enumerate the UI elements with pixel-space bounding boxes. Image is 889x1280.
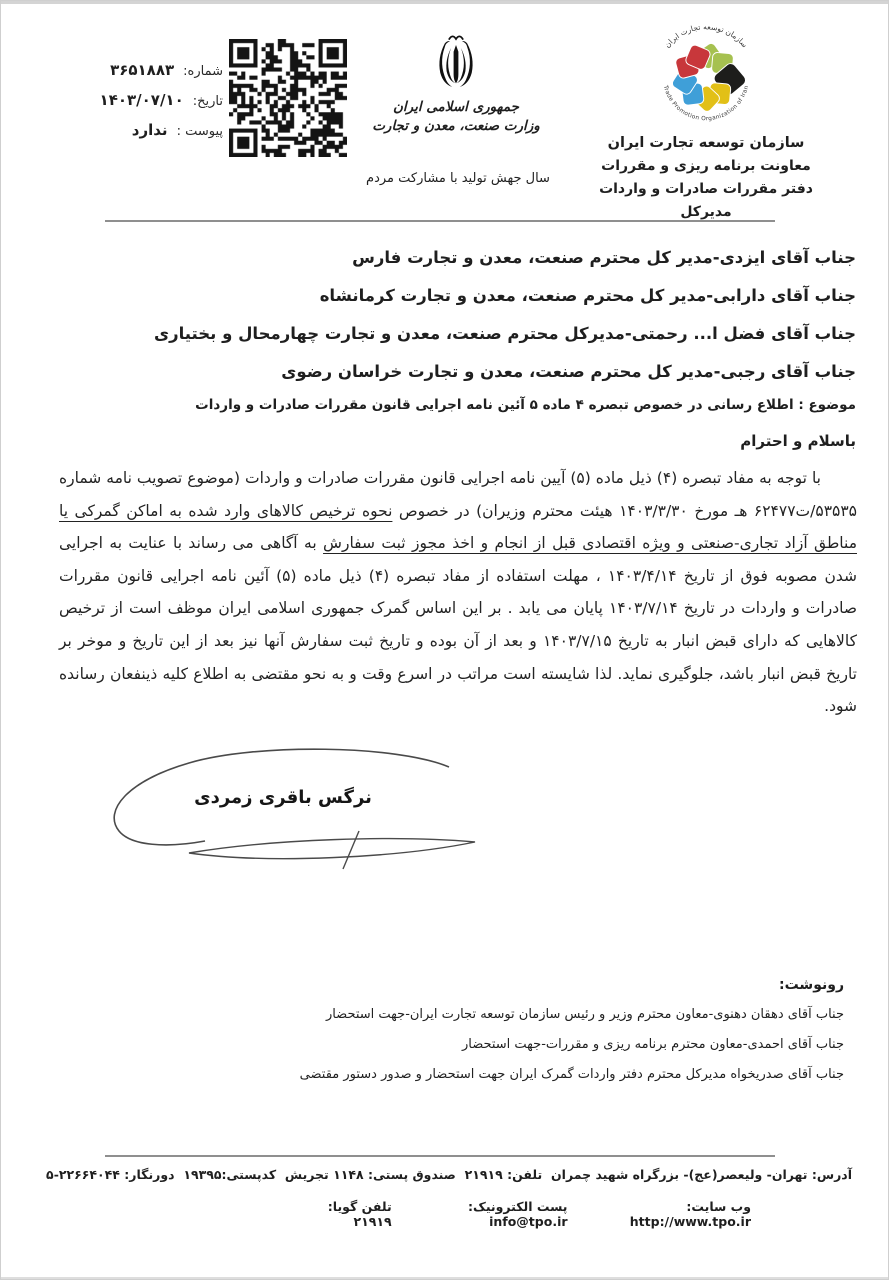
footer-phone: تلفن: ۲۱۹۱۹ (464, 1167, 543, 1182)
iran-national-emblem-icon (433, 33, 479, 96)
handwritten-signature-icon (97, 745, 489, 877)
tpo-logo-icon (650, 15, 762, 133)
cc-item: جناب آقای احمدی-معاون محترم برنامه ریزی و مقررات-جهت استحضار (461, 1037, 844, 1052)
cc-label: رونوشت: (779, 977, 844, 993)
meta-date-label: تاریخ: (192, 94, 223, 109)
footer-fax: دورنگار: ۲۲۶۶۴۰۴۴-۵ (46, 1167, 175, 1182)
footer-email: پست الکترونیک: info@tpo.ir (468, 1199, 568, 1229)
meta-attachment-label: پیوست : (176, 124, 223, 139)
meta-number-value: ۳۶۵۱۸۸۳ (110, 61, 175, 79)
org-name: سازمان توسعه تجارت ایران (607, 135, 805, 151)
country-title: جمهوری اسلامی ایران (392, 99, 520, 115)
scan-edge-bottom (1, 1277, 888, 1279)
footer-line2 (289, 1199, 751, 1229)
logo-ring-text-en: Trade Promotion Organization of Iran (661, 84, 751, 123)
scan-edge-top (1, 1, 888, 4)
logo-ring-text-fa: سازمان توسعه تجارت ایران (662, 22, 750, 50)
recipient-line: جناب آقای فضل ا... رحمتی-مدیرکل محترم صنعت، معدن و تجارت چهارمحال و بختیاری (153, 324, 856, 343)
meta-number-row (63, 61, 223, 79)
meta-attachment-value: ندارد (131, 121, 168, 139)
org-header (593, 15, 819, 220)
letter-body (59, 462, 857, 723)
cc-item: جناب آقای دهقان دهنوی-معاون محترم وزیر و رئیس سازمان توسعه تجارت ایران-جهت استحضار (325, 1007, 844, 1022)
meta-attachment-row (63, 121, 223, 139)
recipients-block (71, 239, 856, 391)
recipient-line: جناب آقای دارابی-مدیر کل محترم صنعت، معدن و تجارت کرمانشاه (319, 286, 856, 305)
footer-voicephone: تلفن گویا: ۲۱۹۱۹ (327, 1199, 392, 1229)
ministry-title: وزارت صنعت، معدن و تجارت (372, 118, 540, 134)
header-divider (105, 220, 775, 222)
footer-website: وب سایت: http://www.tpo.ir (629, 1199, 751, 1229)
body-part1: با توجه به مفاد تبصره (۴) ذیل ماده (۵) آیین نامه اجرایی قانون مقررات صادرات و واردات (موضوع تصویب نامه شماره ۵۳۵۳۵/ت۶۲۴۷۷ هـ مورخ ۱۴۰۳/۳/۳۰ هیئت محترم وزیران) در خصوص (59, 469, 858, 520)
footer-line1 (46, 1167, 852, 1182)
signature-block (97, 745, 489, 877)
subject-line: موضوع : اطلاع رسانی در خصوص تبصره ۴ ماده ۵ آئین نامه اجرایی قانون مقررات صادرات و واردات (195, 397, 856, 413)
recipient-line: جناب آقای رجبی-مدیر کل محترم صنعت، معدن و تجارت خراسان رضوی (281, 362, 856, 381)
footer-pobox: صندوق پستی: ۱۱۴۸ تجریش (284, 1167, 456, 1182)
svg-text:سازمان توسعه تجارت ایران (663, 22, 750, 49)
org-office: دفتر مقررات صادرات و واردات (599, 181, 813, 197)
recipient-line: جناب آقای ایزدی-مدیر کل محترم صنعت، معدن و تجارت فارس (352, 248, 856, 267)
org-deputy: معاونت برنامه ریزی و مقررات (601, 158, 811, 174)
footer-divider (105, 1155, 775, 1157)
meta-date-value: ۱۴۰۳/۰۷/۱۰ (99, 91, 184, 109)
body-underlined-clause: نحوه ترخیص کالاهای وارد شده به اماکن گمرکی یا مناطق آزاد تجاری-صنعتی و ویژه اقتصادی قبل از انجام و اخذ مجوز ثبت سفارش (59, 501, 857, 553)
cc-block (61, 977, 844, 1090)
meta-date-row (63, 91, 223, 109)
national-header (361, 33, 551, 134)
footer-address: آدرس: تهران- ولیعصر(عج)- بزرگراه شهید چمران (550, 1167, 852, 1182)
qr-code (229, 39, 347, 157)
meta-number-label: شماره: (183, 64, 223, 79)
footer-postalcode: کدپستی:۱۹۳۹۵ (183, 1167, 277, 1182)
letter-meta-block (63, 61, 223, 151)
cc-item: جناب آقای صدریخواه مدیرکل محترم دفتر واردات گمرک ایران جهت استحضار و صدور دستور مقتضی (299, 1067, 844, 1082)
signatory-name: نرگس باقری زمردی (194, 787, 372, 808)
salutation: باسلام و احترام (740, 432, 856, 450)
year-slogan: سال جهش تولید با مشارکت مردم (366, 171, 550, 186)
org-role: مدیرکل (680, 204, 732, 220)
body-part2: به آگاهی می رساند با عنایت به اجرایی شدن مصوبه فوق از تاریخ ۱۴۰۳/۴/۱۴ ، مهلت استفاده از مفاد تبصره (۴) ذیل ماده (۵) آئین نامه اجرایی قانون مقررات صادرات و واردات در تاریخ ۱۴۰۳/۷/۱۴ پایان می یابد . بر این اساس گمرک جمهوری اسلامی ایران موظف است از ترخیص کالاهایی که دارای قبض انبار به تاریخ ۱۴۰۳/۷/۱۵ و بعد از آن بوده و تاریخ ثبت سفارش آنها نیز بعد از این تاریخ و موخر بر تاریخ قبض انبار باشد، جلوگیری نماید. لذا شایسته است مراتب در اسرع وقت و به نحو مقتضی به اطلاع کلیه ذینفعان رسانده شود. (59, 534, 858, 716)
